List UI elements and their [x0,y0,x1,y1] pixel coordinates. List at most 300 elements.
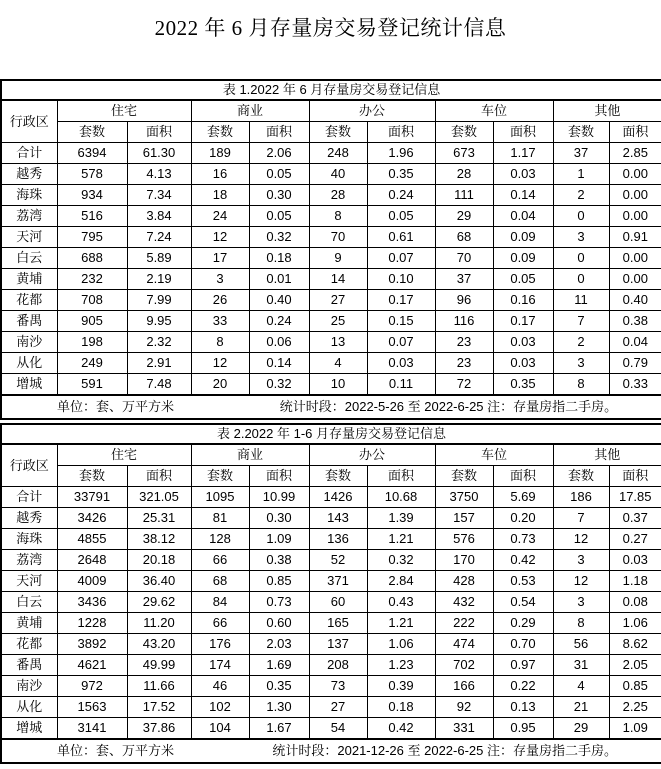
value-cell: 1095 [191,487,249,508]
value-cell: 11.20 [127,613,191,634]
table-row [1,718,661,740]
value-cell: 232 [57,269,127,290]
value-cell: 0.07 [367,248,435,269]
value-cell: 111 [435,185,493,206]
unit-note: 单位：套、万平方米 [57,743,175,758]
value-cell: 7 [553,311,609,332]
value-cell: 24 [191,206,249,227]
value-cell: 0.03 [493,332,553,353]
value-cell: 2 [553,185,609,206]
value-cell: 8 [191,332,249,353]
value-cell: 0.00 [609,164,661,185]
value-cell: 2.06 [249,143,309,164]
group-header-office: 办公 [309,444,435,466]
value-cell: 54 [309,718,367,740]
value-cell: 0.05 [493,269,553,290]
value-cell: 0.40 [249,290,309,311]
value-cell: 23 [435,353,493,374]
value-cell: 174 [191,655,249,676]
value-cell: 4 [553,676,609,697]
value-cell: 0.53 [493,571,553,592]
value-cell: 222 [435,613,493,634]
district-cell: 黄埔 [1,269,57,290]
value-cell: 0.05 [367,206,435,227]
value-cell: 1.96 [367,143,435,164]
count-header: 套数 [553,122,609,143]
value-cell: 0.38 [249,550,309,571]
value-cell: 0.30 [249,508,309,529]
group-header-commercial: 商业 [191,100,309,122]
value-cell: 12 [191,353,249,374]
value-cell: 0.40 [609,290,661,311]
value-cell: 20.18 [127,550,191,571]
value-cell: 688 [57,248,127,269]
value-cell: 1.21 [367,529,435,550]
value-cell: 1.06 [367,634,435,655]
value-cell: 3 [553,550,609,571]
value-cell: 1.39 [367,508,435,529]
value-cell: 2.84 [367,571,435,592]
district-cell: 从化 [1,353,57,374]
district-cell: 黄埔 [1,613,57,634]
page-title: 2022 年 6 月存量房交易登记统计信息 [154,16,507,40]
area-header: 面积 [249,466,309,487]
value-cell: 7.34 [127,185,191,206]
group-header-commercial: 商业 [191,444,309,466]
table-row [1,676,661,697]
value-cell: 1.09 [249,529,309,550]
district-column-header: 行政区 [1,444,57,487]
value-cell: 0.11 [367,374,435,396]
value-cell: 0.42 [367,718,435,740]
district-cell: 合计 [1,487,57,508]
table-row [1,143,661,164]
value-cell: 20 [191,374,249,396]
footer-cell [1,739,661,763]
value-cell: 0.54 [493,592,553,613]
value-cell: 27 [309,697,367,718]
value-cell: 0.29 [493,613,553,634]
value-cell: 249 [57,353,127,374]
value-cell: 84 [191,592,249,613]
value-cell: 0.70 [493,634,553,655]
value-cell: 5.89 [127,248,191,269]
value-cell: 934 [57,185,127,206]
table-caption: 表 2.2022 年 1-6 月存量房交易登记信息 [1,424,661,444]
value-cell: 4855 [57,529,127,550]
value-cell: 0.00 [609,269,661,290]
value-cell: 0.27 [609,529,661,550]
value-cell: 198 [57,332,127,353]
value-cell: 1.67 [249,718,309,740]
value-cell: 0 [553,248,609,269]
value-cell: 516 [57,206,127,227]
value-cell: 68 [191,571,249,592]
caption-row [1,80,661,100]
table-row [1,332,661,353]
value-cell: 4009 [57,571,127,592]
district-cell: 越秀 [1,164,57,185]
value-cell: 0.03 [609,550,661,571]
table-row [1,269,661,290]
value-cell: 3141 [57,718,127,740]
value-cell: 708 [57,290,127,311]
value-cell: 7.48 [127,374,191,396]
value-cell: 1228 [57,613,127,634]
value-cell: 0.18 [367,697,435,718]
value-cell: 17.85 [609,487,661,508]
value-cell: 0.01 [249,269,309,290]
value-cell: 137 [309,634,367,655]
count-header: 套数 [309,466,367,487]
value-cell: 0.09 [493,248,553,269]
value-cell: 0.42 [493,550,553,571]
value-cell: 0.05 [249,164,309,185]
value-cell: 8 [553,374,609,396]
table-row [1,487,661,508]
period-note: 统计时段：2022-5-26 至 2022-6-25 注：存量房指二手房。 [279,399,618,414]
value-cell: 591 [57,374,127,396]
value-cell: 0.30 [249,185,309,206]
value-cell: 23 [435,332,493,353]
value-cell: 33791 [57,487,127,508]
district-cell: 荔湾 [1,550,57,571]
value-cell: 56 [553,634,609,655]
table-monthly-foot [1,395,661,419]
district-column-header: 行政区 [1,100,57,143]
value-cell: 33 [191,311,249,332]
district-cell: 从化 [1,697,57,718]
value-cell: 7.24 [127,227,191,248]
value-cell: 0.35 [249,676,309,697]
value-cell: 37.86 [127,718,191,740]
district-cell: 荔湾 [1,206,57,227]
value-cell: 0.95 [493,718,553,740]
value-cell: 60 [309,592,367,613]
value-cell: 17 [191,248,249,269]
value-cell: 0.00 [609,206,661,227]
value-cell: 371 [309,571,367,592]
district-cell: 海珠 [1,529,57,550]
value-cell: 6394 [57,143,127,164]
value-cell: 176 [191,634,249,655]
value-cell: 165 [309,613,367,634]
value-cell: 31 [553,655,609,676]
value-cell: 7 [553,508,609,529]
value-cell: 26 [191,290,249,311]
value-cell: 0.20 [493,508,553,529]
value-cell: 2.19 [127,269,191,290]
value-cell: 0.60 [249,613,309,634]
value-cell: 0.73 [493,529,553,550]
value-cell: 10.68 [367,487,435,508]
table-row [1,353,661,374]
table-row [1,592,661,613]
area-header: 面积 [493,466,553,487]
value-cell: 16 [191,164,249,185]
value-cell: 0.24 [367,185,435,206]
count-header: 套数 [309,122,367,143]
value-cell: 9.95 [127,311,191,332]
table-row [1,185,661,206]
value-cell: 2648 [57,550,127,571]
value-cell: 578 [57,164,127,185]
value-cell: 36.40 [127,571,191,592]
value-cell: 61.30 [127,143,191,164]
value-cell: 81 [191,508,249,529]
group-header-office: 办公 [309,100,435,122]
value-cell: 0.07 [367,332,435,353]
value-cell: 96 [435,290,493,311]
value-cell: 0.03 [493,353,553,374]
value-cell: 0.39 [367,676,435,697]
value-cell: 3750 [435,487,493,508]
value-cell: 43.20 [127,634,191,655]
value-cell: 1.30 [249,697,309,718]
table-cumulative-head [1,424,661,487]
value-cell: 2.32 [127,332,191,353]
value-cell: 1426 [309,487,367,508]
district-cell: 番禺 [1,311,57,332]
area-header: 面积 [609,466,661,487]
district-cell: 花都 [1,634,57,655]
value-cell: 27 [309,290,367,311]
sub-header-row [1,466,661,487]
value-cell: 0.73 [249,592,309,613]
value-cell: 905 [57,311,127,332]
value-cell: 248 [309,143,367,164]
value-cell: 66 [191,550,249,571]
value-cell: 0.00 [609,248,661,269]
district-cell: 天河 [1,227,57,248]
value-cell: 1.23 [367,655,435,676]
value-cell: 37 [435,269,493,290]
group-header-residential: 住宅 [57,444,191,466]
count-header: 套数 [553,466,609,487]
group-header-row [1,100,661,122]
value-cell: 0.38 [609,311,661,332]
count-header: 套数 [57,122,127,143]
value-cell: 0.03 [367,353,435,374]
table-row [1,290,661,311]
value-cell: 25.31 [127,508,191,529]
district-cell: 天河 [1,571,57,592]
value-cell: 21 [553,697,609,718]
table-row [1,571,661,592]
district-cell: 花都 [1,290,57,311]
value-cell: 12 [191,227,249,248]
district-cell: 合计 [1,143,57,164]
value-cell: 0.09 [493,227,553,248]
value-cell: 136 [309,529,367,550]
value-cell: 8 [309,206,367,227]
value-cell: 14 [309,269,367,290]
value-cell: 10 [309,374,367,396]
area-header: 面积 [367,122,435,143]
value-cell: 3 [553,227,609,248]
value-cell: 9 [309,248,367,269]
count-header: 套数 [57,466,127,487]
value-cell: 40 [309,164,367,185]
footer-row [1,739,661,763]
value-cell: 70 [435,248,493,269]
value-cell: 170 [435,550,493,571]
value-cell: 102 [191,697,249,718]
value-cell: 2.05 [609,655,661,676]
value-cell: 11.66 [127,676,191,697]
value-cell: 0.17 [367,290,435,311]
value-cell: 673 [435,143,493,164]
group-header-other: 其他 [553,444,661,466]
value-cell: 0 [553,269,609,290]
value-cell: 166 [435,676,493,697]
district-cell: 番禺 [1,655,57,676]
value-cell: 1.18 [609,571,661,592]
area-header: 面积 [127,122,191,143]
area-header: 面积 [127,466,191,487]
table-row [1,634,661,655]
count-header: 套数 [435,466,493,487]
value-cell: 3 [553,353,609,374]
table-row [1,164,661,185]
table-cumulative-body [1,487,661,740]
table-monthly [0,79,661,420]
value-cell: 2 [553,332,609,353]
value-cell: 576 [435,529,493,550]
value-cell: 2.03 [249,634,309,655]
sub-header-row [1,122,661,143]
value-cell: 12 [553,571,609,592]
value-cell: 0.18 [249,248,309,269]
value-cell: 0.16 [493,290,553,311]
value-cell: 428 [435,571,493,592]
table-row [1,529,661,550]
district-cell: 南沙 [1,676,57,697]
table-row [1,311,661,332]
value-cell: 0.17 [493,311,553,332]
district-cell: 增城 [1,374,57,396]
group-header-row [1,444,661,466]
group-header-parking: 车位 [435,444,553,466]
value-cell: 3436 [57,592,127,613]
value-cell: 0.85 [609,676,661,697]
value-cell: 72 [435,374,493,396]
district-cell: 增城 [1,718,57,740]
value-cell: 0.22 [493,676,553,697]
value-cell: 0 [553,206,609,227]
value-cell: 8 [553,613,609,634]
district-cell: 海珠 [1,185,57,206]
value-cell: 0.32 [249,227,309,248]
value-cell: 2.91 [127,353,191,374]
value-cell: 0.37 [609,508,661,529]
value-cell: 70 [309,227,367,248]
value-cell: 0.61 [367,227,435,248]
value-cell: 3 [191,269,249,290]
group-header-parking: 车位 [435,100,553,122]
value-cell: 189 [191,143,249,164]
value-cell: 0.24 [249,311,309,332]
table-cumulative-foot [1,739,661,763]
value-cell: 0.00 [609,185,661,206]
value-cell: 0.10 [367,269,435,290]
value-cell: 25 [309,311,367,332]
value-cell: 0.06 [249,332,309,353]
value-cell: 3 [553,592,609,613]
district-cell: 南沙 [1,332,57,353]
value-cell: 331 [435,718,493,740]
value-cell: 186 [553,487,609,508]
value-cell: 1.21 [367,613,435,634]
value-cell: 0.33 [609,374,661,396]
value-cell: 0.14 [249,353,309,374]
district-cell: 越秀 [1,508,57,529]
value-cell: 5.69 [493,487,553,508]
table-row [1,613,661,634]
value-cell: 104 [191,718,249,740]
value-cell: 3.84 [127,206,191,227]
district-cell: 白云 [1,248,57,269]
value-cell: 17.52 [127,697,191,718]
value-cell: 157 [435,508,493,529]
value-cell: 702 [435,655,493,676]
value-cell: 0.35 [493,374,553,396]
value-cell: 4621 [57,655,127,676]
value-cell: 116 [435,311,493,332]
table-row [1,550,661,571]
table-monthly-body [1,143,661,396]
value-cell: 66 [191,613,249,634]
value-cell: 0.79 [609,353,661,374]
value-cell: 143 [309,508,367,529]
value-cell: 49.99 [127,655,191,676]
count-header: 套数 [435,122,493,143]
value-cell: 7.99 [127,290,191,311]
value-cell: 68 [435,227,493,248]
area-header: 面积 [493,122,553,143]
area-header: 面积 [367,466,435,487]
value-cell: 0.35 [367,164,435,185]
value-cell: 29.62 [127,592,191,613]
group-header-other: 其他 [553,100,661,122]
value-cell: 0.13 [493,697,553,718]
value-cell: 92 [435,697,493,718]
table-row [1,655,661,676]
value-cell: 972 [57,676,127,697]
footer-row [1,395,661,419]
count-header: 套数 [191,466,249,487]
value-cell: 29 [435,206,493,227]
period-note: 统计时段：2021-12-26 至 2022-6-25 注：存量房指二手房。 [272,743,617,758]
value-cell: 0.97 [493,655,553,676]
value-cell: 208 [309,655,367,676]
table-row [1,697,661,718]
value-cell: 3892 [57,634,127,655]
table-row [1,248,661,269]
district-cell: 白云 [1,592,57,613]
value-cell: 128 [191,529,249,550]
value-cell: 13 [309,332,367,353]
value-cell: 0.15 [367,311,435,332]
value-cell: 1.17 [493,143,553,164]
table-monthly-head [1,80,661,143]
value-cell: 10.99 [249,487,309,508]
area-header: 面积 [249,122,309,143]
value-cell: 1.06 [609,613,661,634]
area-header: 面积 [609,122,661,143]
value-cell: 0.04 [493,206,553,227]
value-cell: 46 [191,676,249,697]
